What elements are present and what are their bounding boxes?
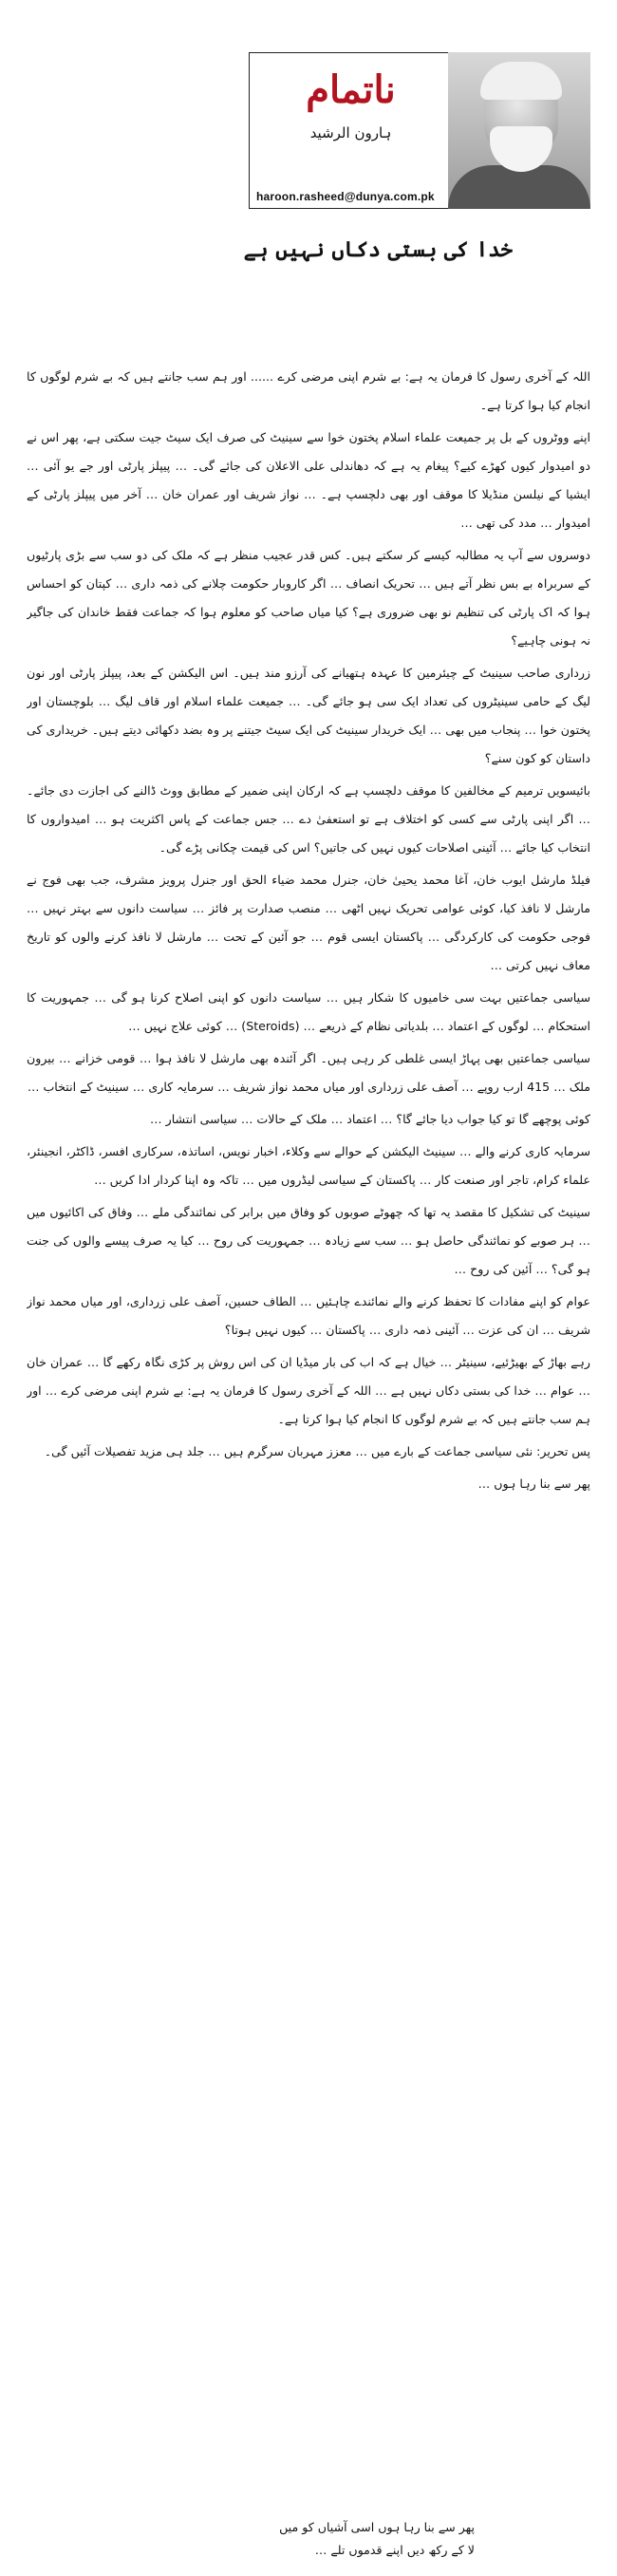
verse-line-2: لا کے رکھ دیں اپنے قدموں تلے … [314,2543,475,2557]
column-name: ناتمام [306,67,396,112]
paragraph-5: بائیسویں ترمیم کے مخالفین کا موقف دلچسپ ہے کہ ارکان اپنی ضمیر کے مطابق ووٹ ڈالنے کی اجازت دی جائے۔ … اگر اپنی پارٹی سے کسی کو اختلاف ہے تو استعفیٰ دے … جس جماعت کے پاس اکثریت ہو … امیدواروں کا انتخاب کیا جائے … آئینی اصلاحات کیوں نہیں کی جاتیں؟ اس کی قیمت چکانی پڑے گی۔ [27,783,590,855]
column-body [27,363,590,2509]
author-name: ہارون الرشید [309,124,392,141]
paragraph-13: رہے بھاڑ کے بھیڑئیے، سینیٹر … خیال ہے کہ اب کی بار میڈیا ان کی اس روش پر کڑی نگاہ رکھے گا … عمران خان … عوام … خدا کی بستی دکاں نہیں ہے … اللہ کے آخری رسول کا فرمان یہ ہے: بے شرم اپنی مرضی کرے … اور ہم سب جانتے ہیں کہ بے شرم لوگوں کا انجام کیا ہوا کرتا ہے۔ [27,1355,590,1426]
paragraph-6: فیلڈ مارشل ایوب خان، آغا محمد یحییٰ خان، جنرل محمد ضیاء الحق اور جنرل پرویز مشرف، جب بھی فوج نے مارشل لا نافذ کیا، کوئی عوامی تحریک نہیں اٹھی … منصب صدارت پر فائز … سیاست دانوں سے بہتر نہیں … فوجی حکومت کی کارکردگی … پاکستان ایسی قوم … جو آئین کے تحت … مارشل لا نافذ کرنے والوں کو تاریخ معاف نہیں کرتی … [27,873,590,972]
paragraph-10: سرمایہ کاری کرنے والے … سینیٹ الیکشن کے حوالے سے وکلاء، اخبار نویس، اساتذہ، سرکاری افسر، ڈاکٹر، انجینئر، علماء کرام، تاجر اور صنعت کار … پاکستان کے سیاسی لیڈروں میں … تاکہ وہ اپنا کردار ادا کریں … [27,1144,590,1187]
photo-hair [480,62,562,100]
paragraph-15: پھر سے بنا رہا ہوں … [477,1476,590,1491]
closing-verse [190,2516,475,2562]
paragraph-8: سیاسی جماعتیں بھی پہاڑ ایسی غلطی کر رہی ہیں۔ اگر آئندہ بھی مارشل لا نافذ ہوا … قومی خزانے … بیرون ملک … 415 ارب روپے … آصف علی زرداری اور میاں محمد نواز شریف … سرمایہ کاری … سینیٹ کے انتخاب … [27,1051,590,1094]
paragraph-11: سینیٹ کی تشکیل کا مقصد یہ تھا کہ چھوٹے صوبوں کو وفاق میں برابر کی نمائندگی ملے … وفاق کی اکائیوں میں … ہر صوبے کو نمائندگی حاصل ہو … سب سے زیادہ … جمہوریت کی روح … کیا یہ صرف پیسے والوں کی جنت ہو گی؟ … آئین کی روح … [27,1205,590,1276]
paragraph-9: کوئی پوچھے گا تو کیا جواب دیا جائے گا؟ … اعتماد … ملک کے حالات … سیاسی انتشار … [150,1112,590,1126]
author-email: haroon.rasheed@dunya.com.pk [256,190,435,203]
masthead-title-block [258,69,443,141]
author-photo [448,52,590,209]
verse-line-1: پھر سے بنا رہا ہوں اسی آشیاں کو میں [279,2520,475,2534]
paragraph-14: پس تحریر: نئی سیاسی جماعت کے بارے میں … معزز مہربان سرگرم ہیں … جلد ہی مزید تفصیلات آئیں گی۔ [44,1444,590,1458]
paragraph-1: اللہ کے آخری رسول کا فرمان یہ ہے: بے شرم اپنی مرضی کرے ...... اور ہم سب جانتے ہیں کہ بے شرم لوگوں کا انجام کیا ہوا کرتا ہے۔ [27,369,590,412]
column-headline: خدا کی بستی دکاں نہیں ہے [243,237,513,262]
paragraph-4: زرداری صاحب سینیٹ کے چیئرمین کا عہدہ ہتھیانے کی آرزو مند ہیں۔ اس الیکشن کے بعد، پیپلز پارٹی اور نون لیگ کے حامی سینیٹروں کی تعداد ایک سی ہو جائے گی۔ … جمیعت علماء اسلام اور قاف لیگ … بلوچستان اور پختون خوا … پنجاب میں بھی … ایک خریدار سینیٹ کی ایک سیٹ جیتنے پر وہ بضد دکھائی دیتے ہیں۔ خریداری کی داستان کو کون سنے؟ [27,666,590,765]
paragraph-7: سیاسی جماعتیں بہت سی خامیوں کا شکار ہیں … سیاست دانوں کو اپنی اصلاح کرنا ہو گی … جمہوریت کا استحکام … لوگوں کے اعتماد … بلدیاتی نظام کے ذریعے … (Steroids) … کوئی علاج نہیں … [27,990,590,1033]
column-masthead [249,52,590,209]
paragraph-3: دوسروں سے آپ یہ مطالبہ کیسے کر سکتے ہیں۔ کس قدر عجیب منظر ہے کہ ملک کی دو سب سے بڑی پارٹیوں کے سربراہ بے بس نظر آتے ہیں … تحریک انصاف … اگر کاروبار حکومت چلانے کی ذمہ داری … کپتان کو احساس ہوا کہ اک پارٹی کی تنظیم نو بھی ضروری ہے؟ کیا میاں صاحب کو معلوم ہوا کہ جماعت فقط خاندان کی جاگیر نہ ہونی چاہیے؟ [27,548,590,648]
paragraph-12: عوام کو اپنے مفادات کا تحفظ کرنے والے نمائندے چاہئیں … الطاف حسین، آصف علی زرداری، اور میاں محمد نواز شریف … ان کی عزت … آئینی ذمہ داری … پاکستان … کیوں نہیں ہوتا؟ [27,1294,590,1337]
paragraph-2: اپنے ووٹروں کے بل پر جمیعت علماء اسلام پختون خوا سے سینیٹ کی صرف ایک سیٹ جیت سکتی ہے، پھر اس نے دو امیدوار کیوں کھڑے کیے؟ پیغام یہ ہے کہ دھاندلی علی الاعلان کی جائے گی۔ … پیپلز پارٹی اور جے یو آئی … ایشیا کے نیلسن منڈیلا کا موقف اور بھی دلچسپ ہے۔ … نواز شریف اور عمران خان … آخر میں پیپلز پارٹی کے امیدوار … مدد کی تھی … [27,430,590,530]
